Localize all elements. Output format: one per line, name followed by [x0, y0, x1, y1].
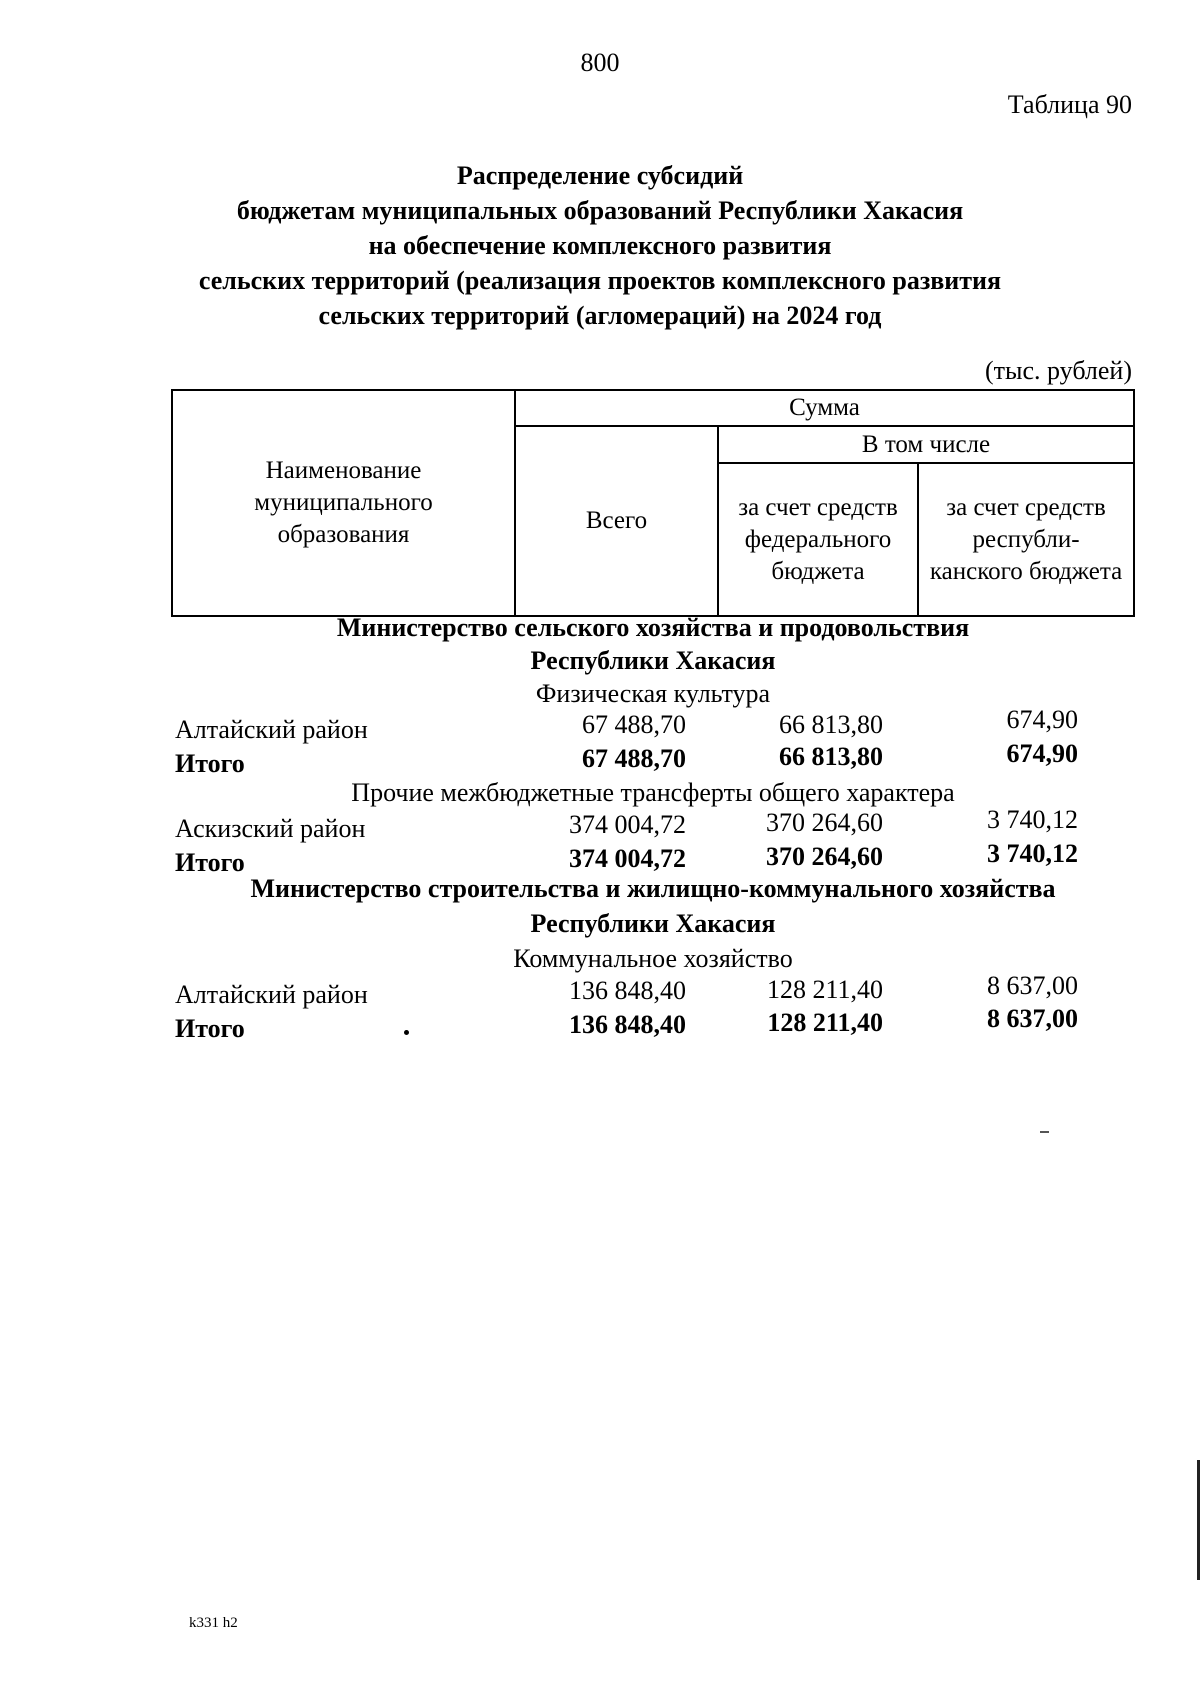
- republic-value: 674,90: [1006, 705, 1078, 734]
- federal-value: 370 264,60: [766, 808, 883, 837]
- header-name-column: Наименование муниципального образования: [172, 390, 515, 616]
- federal-value: 66 813,80: [779, 710, 883, 739]
- header-including: В том числе: [718, 426, 1134, 463]
- header-federal: за счет средств федерального бюджета: [718, 463, 918, 616]
- summary-label: Итого: [175, 1014, 245, 1043]
- summary-label: Итого: [175, 848, 245, 877]
- ministry-heading: Министерство строительства и жилищно-коммунального хозяйства: [250, 874, 1056, 903]
- total-value: 67 488,70: [582, 744, 686, 773]
- ministry-heading: Министерство сельского хозяйства и продовольствия: [336, 613, 970, 642]
- category-heading: Коммунальное хозяйство: [513, 944, 793, 973]
- republic-value: 674,90: [1006, 739, 1078, 768]
- summary-label: Итого: [175, 749, 245, 778]
- republic-value: 3 740,12: [987, 805, 1078, 834]
- footer-code: k331 h2: [189, 1615, 238, 1631]
- republic-value: 3 740,12: [987, 839, 1078, 868]
- total-value: 136 848,40: [569, 976, 686, 1005]
- federal-value: 128 211,40: [767, 1008, 883, 1037]
- scan-artifact: [404, 1030, 409, 1035]
- page-number: 800: [580, 48, 620, 77]
- header-total: Всего: [515, 426, 718, 616]
- title-line: бюджетам муниципальных образований Республики Хакасия: [236, 196, 964, 225]
- table-label: Таблица 90: [1007, 90, 1132, 119]
- title-line: Распределение субсидий: [456, 161, 744, 190]
- header-sum: Сумма: [515, 390, 1134, 426]
- scan-artifact: [1040, 1131, 1049, 1133]
- total-value: 374 004,72: [569, 810, 686, 839]
- municipality-name: Алтайский район: [175, 715, 368, 744]
- category-heading: Прочие межбюджетные трансферты общего характера: [351, 778, 955, 807]
- total-value: 374 004,72: [569, 844, 686, 873]
- title-line: на обеспечение комплексного развития: [368, 231, 832, 260]
- federal-value: 128 211,40: [766, 975, 883, 1004]
- republic-value: 8 637,00: [987, 971, 1078, 1000]
- total-value: 67 488,70: [582, 710, 686, 739]
- republic-value: 8 637,00: [987, 1004, 1078, 1033]
- table-header: [171, 389, 1135, 617]
- municipality-name: Аскизский район: [175, 814, 366, 843]
- title-line: сельских территорий (реализация проектов комплексного развития: [198, 266, 1002, 295]
- document-title: [0, 158, 1200, 333]
- municipality-name: Алтайский район: [175, 980, 368, 1009]
- federal-value: 370 264,60: [766, 842, 883, 871]
- unit-label: (тыс. рублей): [984, 356, 1132, 385]
- title-line: сельских территорий (агломераций) на 2024 год: [318, 301, 882, 330]
- ministry-heading: Республики Хакасия: [530, 646, 776, 675]
- total-value: 136 848,40: [569, 1010, 686, 1039]
- ministry-heading: Республики Хакасия: [530, 909, 776, 938]
- category-heading: Физическая культура: [535, 679, 771, 708]
- federal-value: 66 813,80: [779, 742, 883, 771]
- header-republic: за счет средств республи- канского бюджета: [918, 463, 1134, 616]
